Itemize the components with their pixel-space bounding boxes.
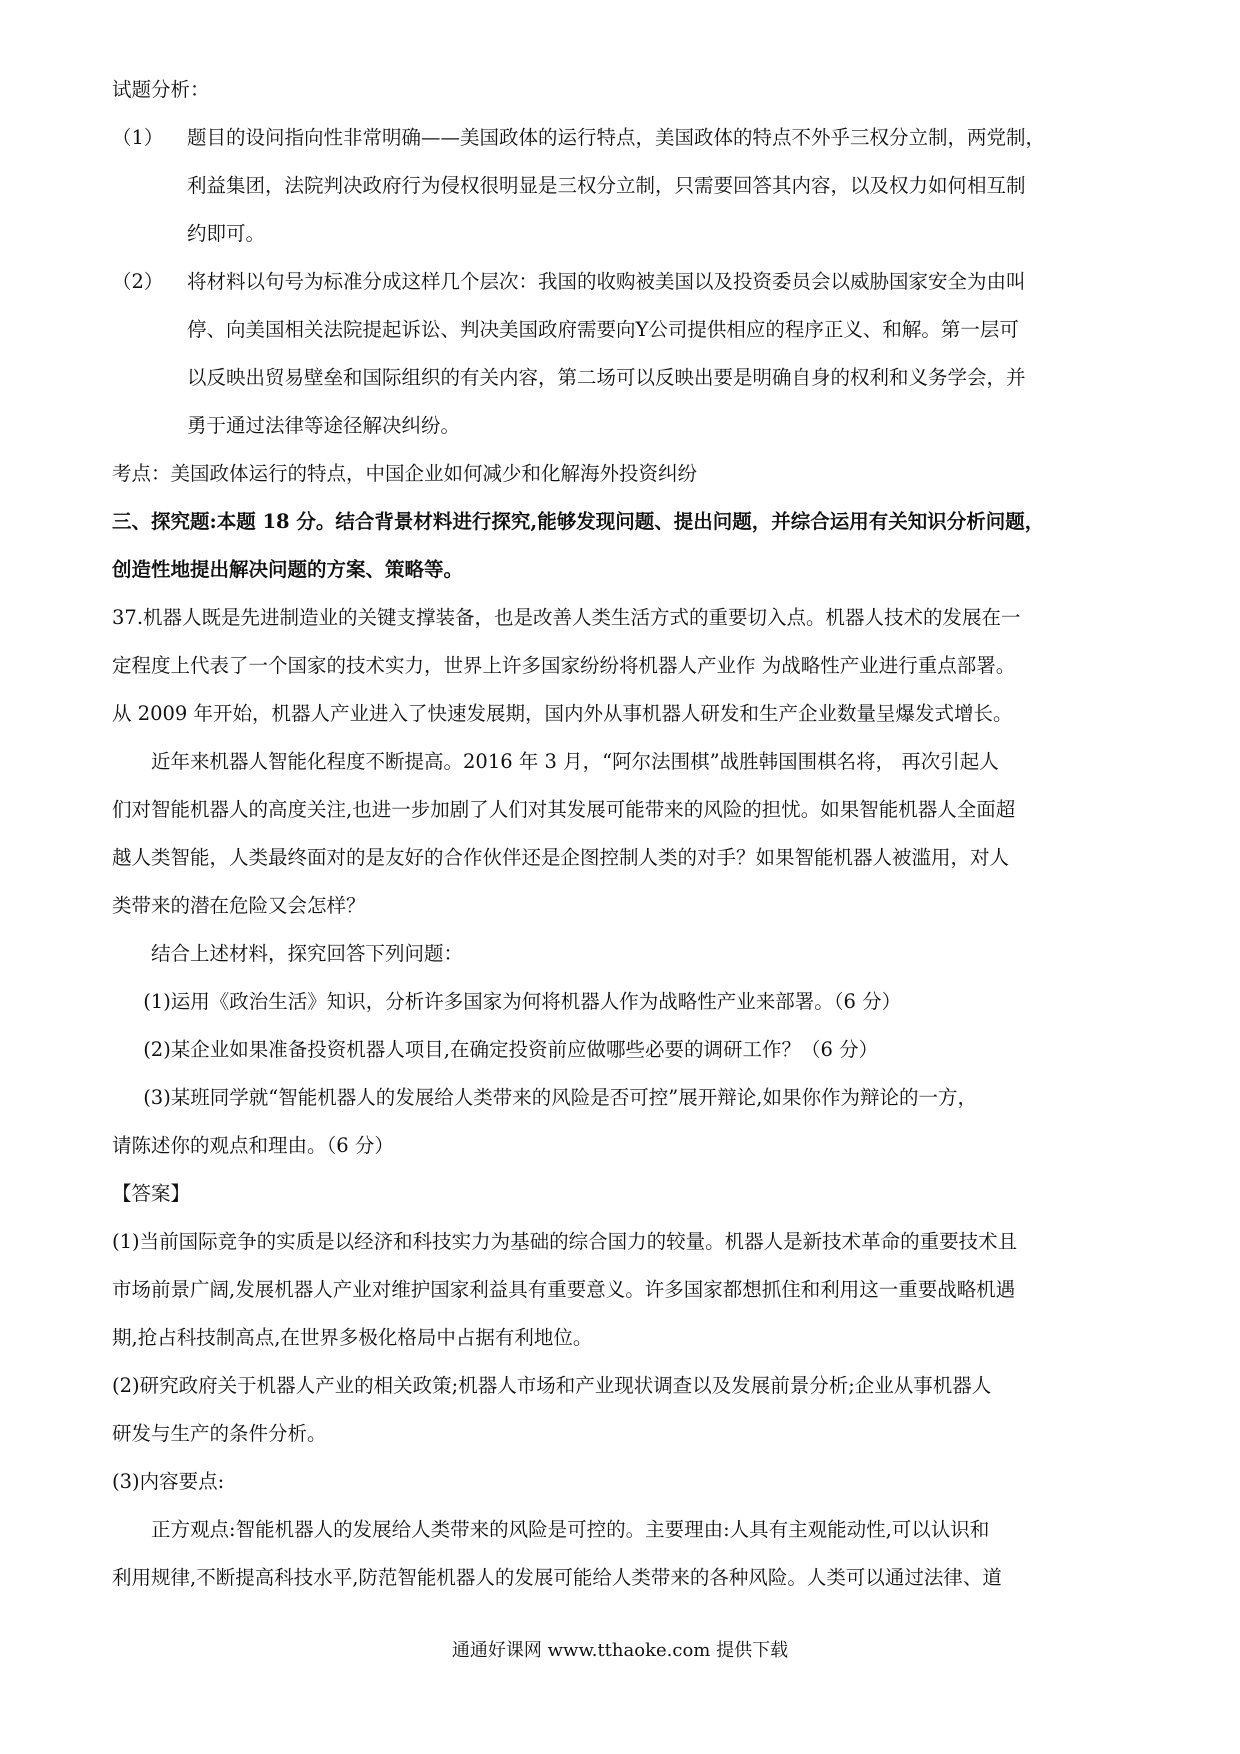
question-37-line: 从 2009 年开始，机器人产业进入了快速发展期，国内外从事机器人研发和生产企业数量呈爆发式增长。 bbox=[112, 702, 1013, 725]
answer-3-line: 利用规律,不断提高科技水平,防范智能机器人的发展可能给人类带来的各种风险。人类可以通过法律、道 bbox=[112, 1566, 1002, 1589]
item-text bbox=[187, 114, 1130, 258]
answer-3-line: 正方观点:智能机器人的发展给人类带来的风险是可控的。主要理由:人具有主观能动性,可以认识和 bbox=[151, 1518, 990, 1541]
question-37-line: 定程度上代表了一个国家的技术实力，世界上许多国家纷纷将机器人产业作 为战略性产业进行重点部署。 bbox=[112, 654, 1016, 677]
question-37-line: 37.机器人既是先进制造业的关键支撑装备，也是改善人类生活方式的重要切入点。机器人技术的发展在一 bbox=[112, 606, 1021, 629]
analysis-item-2 bbox=[112, 258, 1130, 450]
material-paragraph-line: 类带来的潜在危险又会怎样？ bbox=[112, 894, 366, 917]
text-line: 利益集团，法院判决政府行为侵权很明显是三权分立制，只需要回答其内容，以及权力如何相互制 bbox=[187, 174, 1026, 197]
text-line: 以反映出贸易壁垒和国际组织的有关内容，第二场可以反映出要是明确自身的权利和义务学会，并 bbox=[187, 366, 1026, 389]
question-instruction: 结合上述材料，探究回答下列问题： bbox=[151, 942, 464, 965]
item-number: （2） bbox=[112, 270, 164, 293]
kaodian-line: 考点：美国政体运行的特点，中国企业如何减少和化解海外投资纠纷 bbox=[112, 462, 698, 485]
answer-label: 【答案】 bbox=[112, 1182, 191, 1205]
answer-1-line: (1)当前国际竞争的实质是以经济和科技实力为基础的综合国力的较量。机器人是新技术革命的重要技术且 bbox=[112, 1230, 1018, 1253]
answer-1-line: 市场前景广阔,发展机器人产业对维护国家利益具有重要意义。许多国家都想抓住和利用这一重要战略机遇 bbox=[112, 1278, 1016, 1301]
text-line: 约即可。 bbox=[187, 222, 266, 245]
sub-question-2: (2)某企业如果准备投资机器人项目,在确定投资前应做哪些必要的调研工作？（6 分） bbox=[143, 1038, 879, 1061]
answer-1-line: 期,抢占科技制高点,在世界多极化格局中占据有利地位。 bbox=[112, 1326, 593, 1349]
sub-question-3-cont: 请陈述你的观点和理由。（6 分） bbox=[112, 1134, 394, 1157]
sub-question-1: (1)运用《政治生活》知识，分析许多国家为何将机器人作为战略性产业来部署。（6 分） bbox=[143, 990, 902, 1013]
page-footer: 通通好课网 www.tthaoke.com 提供下载 bbox=[451, 1640, 789, 1661]
section-3-heading: 三、探究题:本题 18 分。结合背景材料进行探究,能够发现问题、提出问题，并综合运用有关知识分析问题， bbox=[112, 510, 1045, 533]
document-body bbox=[112, 66, 1130, 1602]
material-paragraph-line: 们对智能机器人的高度关注,也进一步加剧了人们对其发展可能带来的风险的担忧。如果智能机器人全面超 bbox=[112, 798, 1016, 821]
answer-2-line: 研发与生产的条件分析。 bbox=[112, 1422, 327, 1445]
answer-2-line: (2)研究政府关于机器人产业的相关政策;机器人市场和产业现状调查以及发展前景分析;企业从事机器人 bbox=[112, 1374, 992, 1397]
text-line: 题目的设问指向性非常明确——美国政体的运行特点，美国政体的特点不外乎三权分立制，两党制， bbox=[187, 126, 1046, 149]
answer-3-heading: (3)内容要点: bbox=[112, 1470, 225, 1493]
analysis-heading: 试题分析： bbox=[112, 78, 210, 101]
sub-question-3: (3)某班同学就“智能机器人的发展给人类带来的风险是否可控”展开辩论,如果你作为辩论的一方， bbox=[143, 1086, 977, 1109]
text-line: 勇于通过法律等途径解决纠纷。 bbox=[187, 414, 461, 437]
analysis-item-1 bbox=[112, 114, 1130, 258]
section-3-heading-cont: 创造性地提出解决问题的方案、策略等。 bbox=[112, 558, 464, 581]
item-text bbox=[187, 258, 1130, 450]
text-line: 将材料以句号为标准分成这样几个层次：我国的收购被美国以及投资委员会以威胁国家安全为由叫 bbox=[187, 270, 1026, 293]
item-number: （1） bbox=[112, 126, 164, 149]
material-paragraph-line: 近年来机器人智能化程度不断提高。2016 年 3 月，“阿尔法围棋”战胜韩国围棋名将， 再次引起人 bbox=[151, 750, 999, 773]
text-line: 停、向美国相关法院提起诉讼、判决美国政府需要向Y公司提供相应的程序正义、和解。第一层可 bbox=[187, 318, 1019, 341]
material-paragraph-line: 越人类智能，人类最终面对的是友好的合作伙伴还是企图控制人类的对手？如果智能机器人被滥用，对人 bbox=[112, 846, 1010, 869]
